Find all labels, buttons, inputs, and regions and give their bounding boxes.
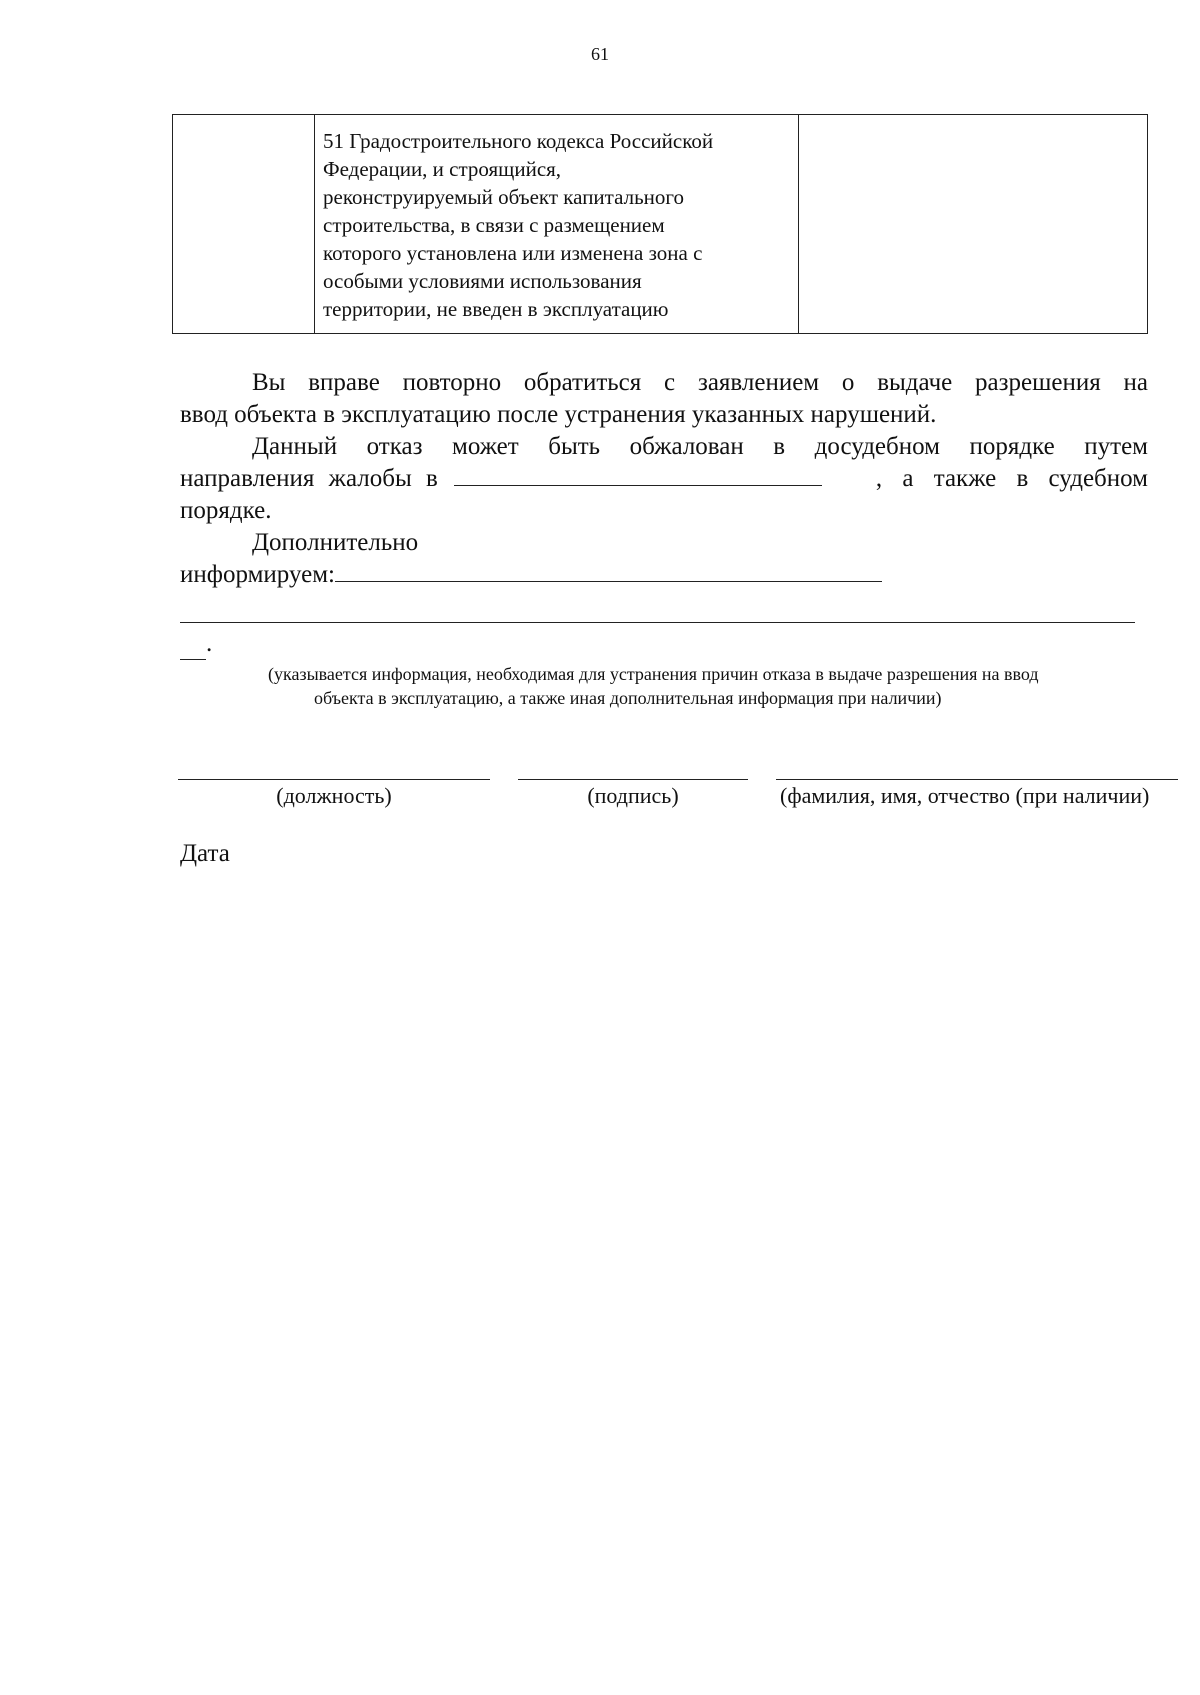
- table-row: [173, 115, 1148, 334]
- reason-line: территории, не введен в эксплуатацию: [323, 297, 669, 321]
- appeal-text-start: направления жалобы в: [180, 465, 438, 492]
- additional-info-blank[interactable]: [335, 559, 882, 582]
- reason-line: Федерации, и строящийся,: [323, 157, 562, 181]
- appeal-text-end: , а также в судебном: [875, 465, 1148, 492]
- name-label: (фамилия, имя, отчество (при наличии): [780, 783, 1150, 808]
- paragraph-reapply: [180, 367, 1148, 431]
- reason-line: которого установлена или изменена зона с: [323, 241, 703, 265]
- paragraph-line: Данный отказ может быть обжалован в досудебном порядке путем: [252, 433, 1148, 460]
- signature-label: (подпись): [587, 783, 679, 808]
- additional-info-note: [180, 662, 1148, 710]
- date-label: Дата: [180, 840, 230, 867]
- paragraph-line: Вы вправе повторно обратиться с заявлением о выдаче разрешения на: [252, 369, 1148, 396]
- reason-line: реконструируемый объект капитального: [323, 185, 684, 209]
- position-blank[interactable]: [178, 779, 490, 780]
- paragraph-line: порядке.: [180, 497, 272, 524]
- additional-info-blank-line[interactable]: [180, 622, 1135, 623]
- additional-info-period: .: [206, 630, 213, 657]
- reason-line: 51 Градостроительного кодекса Российской: [323, 129, 714, 153]
- reason-line: особыми условиями использования: [323, 269, 642, 293]
- paragraph-appeal: [180, 431, 1148, 527]
- reason-line: строительства, в связи с размещением: [323, 213, 665, 237]
- paragraph-line-with-blank: [180, 559, 1148, 591]
- table-cell-explanation: [799, 115, 1148, 334]
- paragraph-line: Дополнительно: [252, 529, 419, 556]
- note-line: (указывается информация, необходимая для устранения причин отказа в выдаче разрешения на ввод: [268, 664, 1039, 684]
- paragraph-line: ввод объекта в эксплуатацию после устранения указанных нарушений.: [180, 401, 937, 428]
- signature-blank[interactable]: [518, 779, 748, 780]
- paragraph-line-with-blank: [180, 463, 1148, 495]
- note-line: объекта в эксплуатацию, а также иная дополнительная информация при наличии): [314, 688, 942, 708]
- paragraph-additional-info: [180, 527, 1148, 591]
- page-number: 61: [591, 44, 609, 64]
- position-label: (должность): [276, 783, 392, 808]
- table-cell-reason: [315, 115, 799, 334]
- additional-info-label: информируем:: [180, 561, 335, 588]
- name-blank[interactable]: [776, 779, 1178, 780]
- appeal-body-blank[interactable]: [454, 463, 822, 486]
- additional-info-blank-end[interactable]: [180, 659, 206, 660]
- refusal-reasons-table: [172, 114, 1148, 334]
- table-cell-number: [173, 115, 315, 334]
